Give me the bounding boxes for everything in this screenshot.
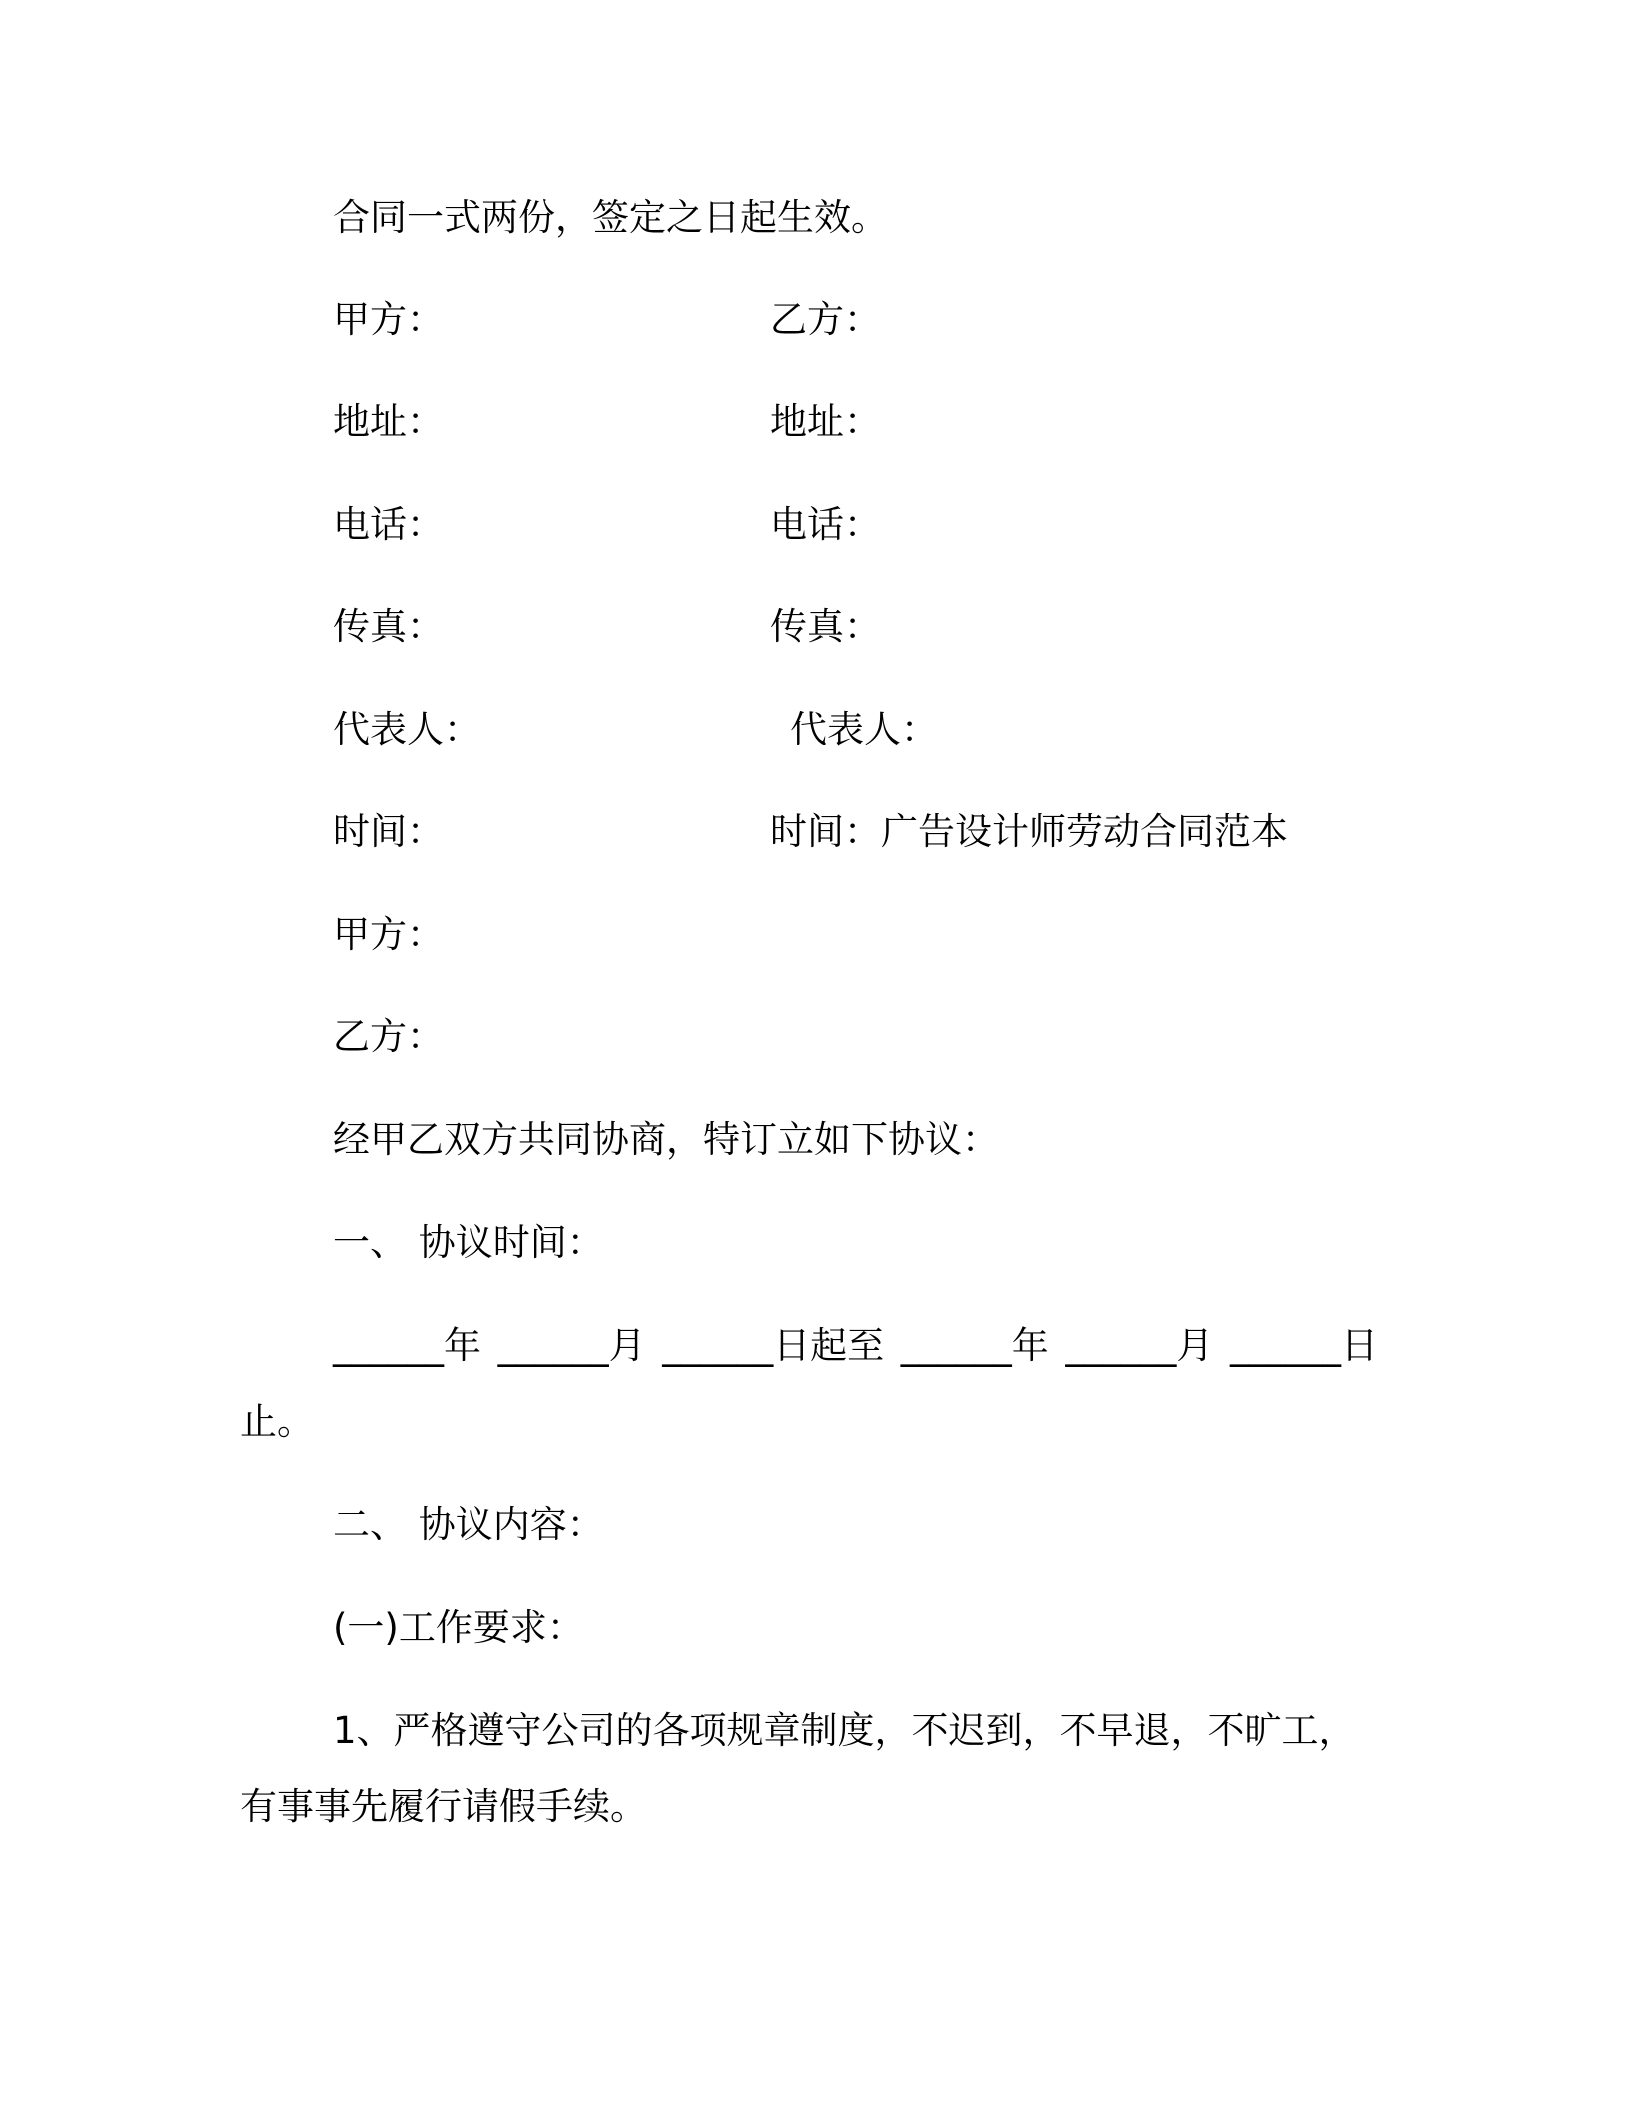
fax-b-label: 传真： (770, 605, 881, 648)
representative-a-label: 代表人： (333, 708, 481, 751)
section-2-heading: 二、 协议内容： (333, 1503, 604, 1546)
time-b-label-with-title: 时间：广告设计师劳动合同范本 (770, 810, 1288, 853)
time-a-label: 时间： (333, 810, 444, 853)
item-1-line-1: 1、严格遵守公司的各项规章制度，不迟到，不早退，不旷工， (333, 1709, 1356, 1752)
party-a-label: 甲方： (333, 298, 444, 341)
date-range-end: 止。 (240, 1400, 314, 1443)
address-b-label: 地址： (770, 400, 881, 443)
item-1-line-2: 有事事先履行请假手续。 (240, 1785, 647, 1828)
party-a-label-2: 甲方： (333, 913, 444, 956)
representative-b-label: 代表人： (790, 708, 938, 751)
start-year-blank: ______年 (333, 1324, 481, 1367)
end-day-blank: ______日 (1229, 1324, 1378, 1367)
agreement-intro: 经甲乙双方共同协商，特订立如下协议： (333, 1118, 999, 1161)
phone-b-label: 电话： (770, 503, 881, 546)
phone-a-label: 电话： (333, 503, 444, 546)
end-year-blank: ______年 (900, 1324, 1049, 1367)
section-1-heading: 一、 协议时间： (333, 1221, 604, 1264)
subsection-work-requirements: (一)工作要求： (333, 1606, 584, 1649)
address-a-label: 地址： (333, 400, 444, 443)
fax-a-label: 传真： (333, 605, 444, 648)
agreement-date-range (333, 1324, 1378, 1368)
start-month-blank: ______月 (497, 1324, 646, 1367)
party-b-label-2: 乙方： (333, 1015, 444, 1058)
party-b-label: 乙方： (770, 298, 881, 341)
end-month-blank: ______月 (1065, 1324, 1214, 1367)
start-day-blank: ______日起至 (662, 1324, 885, 1367)
effective-clause: 合同一式两份，签定之日起生效。 (333, 196, 888, 239)
